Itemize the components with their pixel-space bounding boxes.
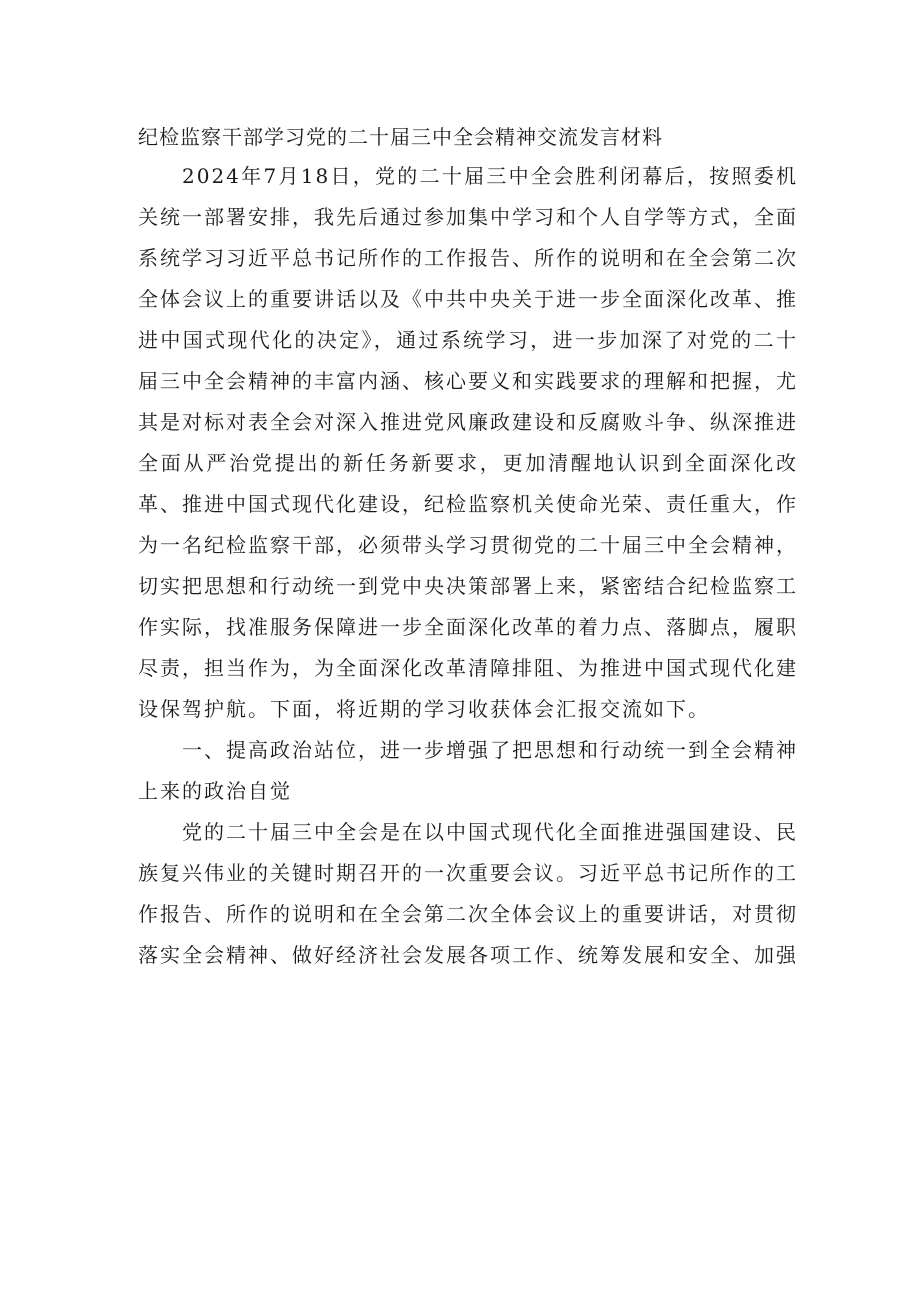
section-heading-1: 一、提高政治站位，进一步增强了把思想和行动统一到全会精神上来的政治自觉 bbox=[138, 738, 798, 803]
document-body bbox=[138, 156, 798, 976]
paragraph-section-1: 党的二十届三中全会是在以中国式现代化全面推进强国建设、民族复兴伟业的关键时期召开的一次重要会议。习近平总书记所作的工作报告、所作的说明和在全会第二次全体会议上的重要讲话，对贯彻落实全会精神、做好经济社会发展各项工作、统筹发展和安全、加强 bbox=[138, 820, 798, 967]
document-title: 纪检监察干部学习党的二十届三中全会精神交流发言材料 bbox=[138, 125, 663, 149]
paragraph-intro: 2024年7月18日，党的二十届三中全会胜利闭幕后，按照委机关统一部署安排，我先后通过参加集中学习和个人自学等方式，全面系统学习习近平总书记所作的工作报告、所作的说明和在全会第二次全体会议上的重要讲话以及《中共中央关于进一步全面深化改革、推进中国式现代化的决定》，通过系统学习，进一步加深了对党的二十届三中全会精神的丰富内涵、核心要义和实践要求的理解和把握，尤其是对标对表全会对深入推进党风廉政建设和反腐败斗争、纵深推进全面从严治党提出的新任务新要求，更加清醒地认识到全面深化改革、推进中国式现代化建设，纪检监察机关使命光荣、责任重大，作为一名纪检监察干部，必须带头学习贯彻党的二十届三中全会精神，切实把思想和行动统一到党中央决策部署上来，紧密结合纪检监察工作实际，找准服务保障进一步全面深化改革的着力点、落脚点，履职尽责，担当作为，为全面深化改革清障排阻、为推进中国式现代化建设保驾护航。下面，将近期的学习收获体会汇报交流如下。 bbox=[138, 164, 798, 721]
